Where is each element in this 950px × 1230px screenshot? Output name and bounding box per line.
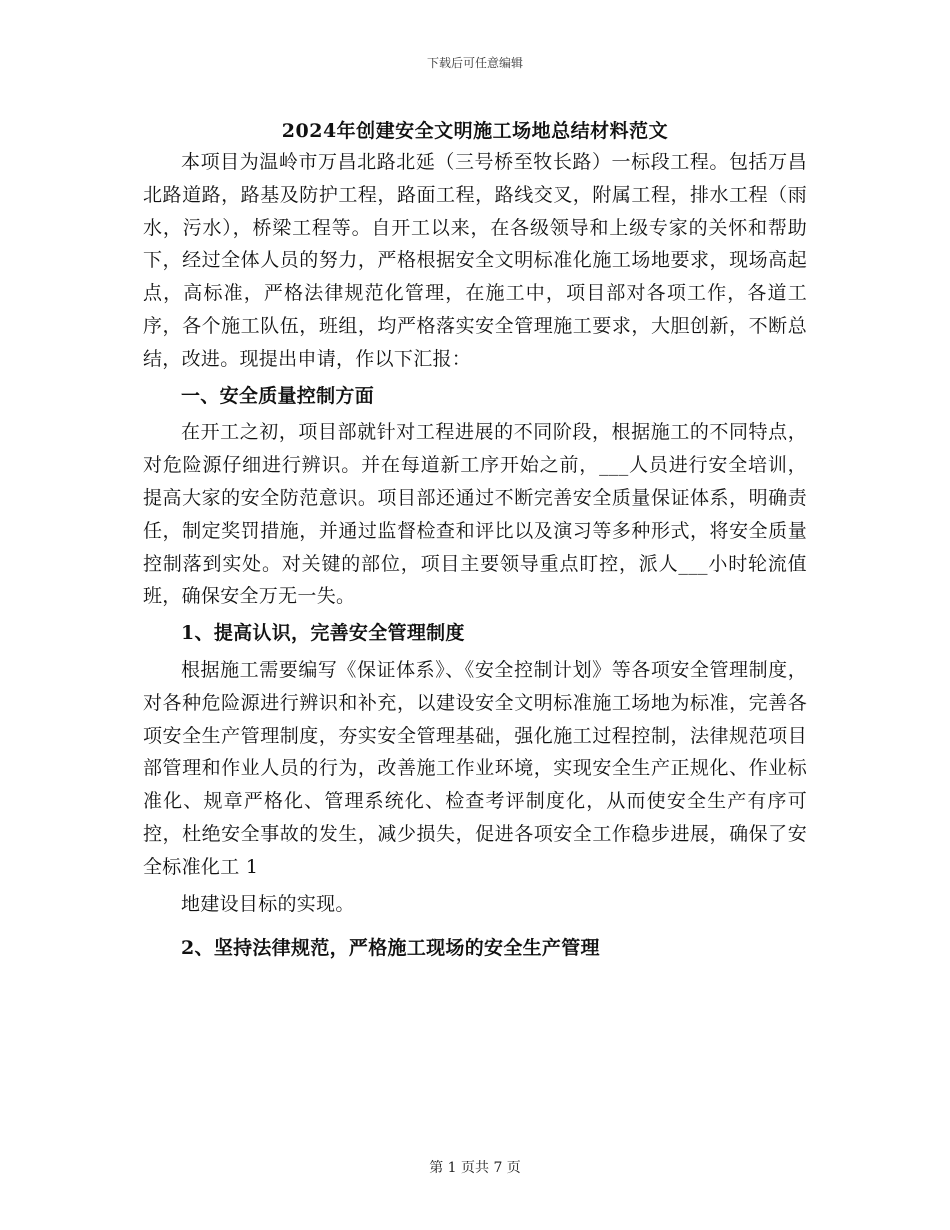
subsection-heading-management-system: 1、提高认识，完善安全管理制度 [181, 622, 465, 645]
document-body [143, 146, 807, 965]
management-system-continuation: 地建设目标的实现。 [181, 892, 355, 915]
page-number: 第 1 页共 7 页 [429, 1160, 521, 1176]
subsection-heading-site-management: 2、坚持法律规范，严格施工现场的安全生产管理 [181, 937, 600, 960]
section-heading-safety-quality: 一、安全质量控制方面 [181, 384, 375, 407]
management-system-paragraph: 根据施工需要编写《保证体系》、《安全控制计划》等各项安全管理制度，对各种危险源进行辨识和补充，以建设安全文明标准施工场地为标准，完善各项安全生产管理制度，夯实安全管理基础，强化施工过程控制，法律规范项目部管理和作业人员的行为，改善施工作业环境，实现安全生产正规化、作业标准化、规章严格化、管理系统化、检查考评制度化，从而使安全生产有序可控，杜绝安全事故的发生，减少损失，促进各项安全工作稳步进展，确保了安全标准化工 1 [143, 658, 807, 878]
document-title: 2024年创建安全文明施工场地总结材料范文 [281, 120, 669, 142]
safety-quality-paragraph: 在开工之初，项目部就针对工程进展的不同阶段，根据施工的不同特点，对危险源仔细进行辨识。并在每道新工序开始之前，___人员进行安全培训，提高大家的安全防范意识。项目部还通过不断完善安全质量保证体系，明确责任，制定奖罚措施，并通过监督检查和评比以及演习等多种形式，将安全质量控制落到实处。对关键的部位，项目主要领导重点盯控，派人___小时轮流值班，确保安全万无一失。 [143, 421, 807, 608]
header-note: 下载后可任意编辑 [426, 56, 523, 70]
intro-paragraph: 本项目为温岭市万昌北路北延（三号桥至牧长路）一标段工程。包括万昌北路道路，路基及防护工程，路面工程，路线交叉，附属工程，排水工程（雨水，污水），桥梁工程等。自开工以来，在各级领导和上级专家的关怀和帮助下，经过全体人员的努力，严格根据安全文明标准化施工场地要求，现场高起点，高标准，严格法律规范化管理，在施工中，项目部对各项工作，各道工序，各个施工队伍，班组，均严格落实安全管理施工要求，大胆创新，不断总结，改进。现提出申请，作以下汇报： [143, 151, 807, 370]
